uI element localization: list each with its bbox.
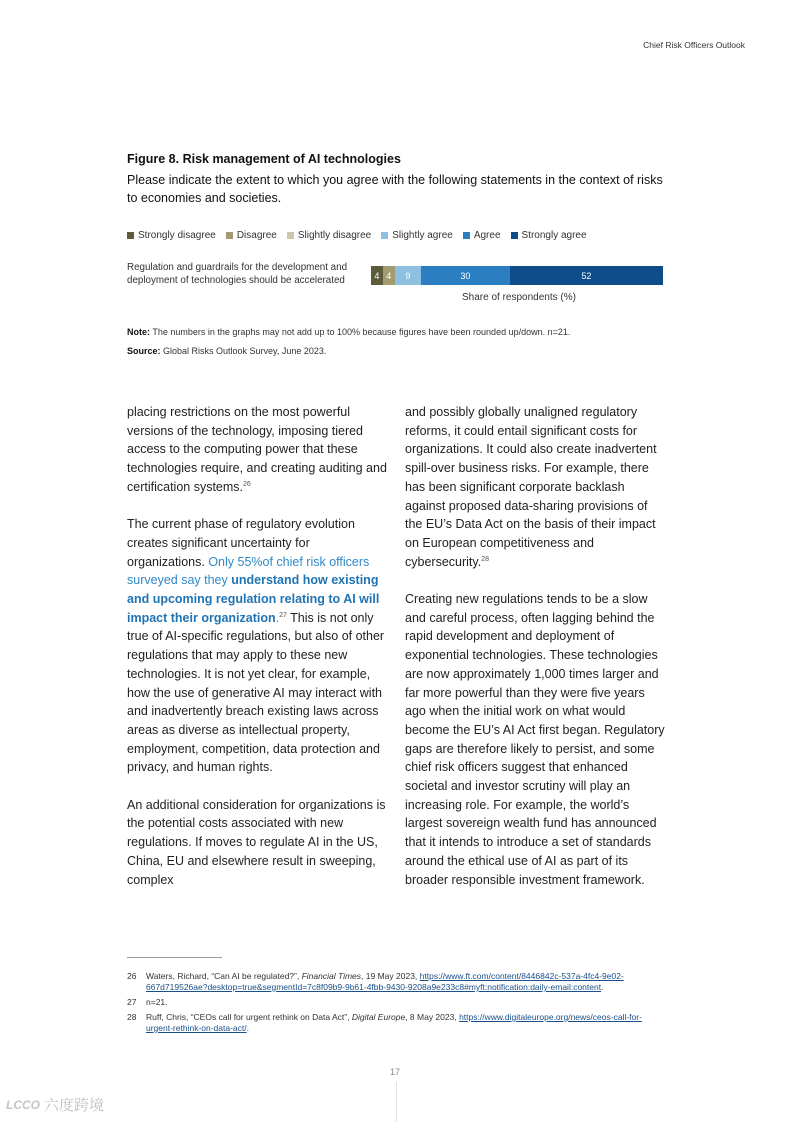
source-text: Global Risks Outlook Survey, June 2023. [160,346,327,356]
legend-item [463,230,501,241]
legend-item [127,230,216,241]
paragraph [127,515,389,777]
footnote-ref[interactable]: 27 [279,611,287,619]
paragraph: An additional consideration for organizations is the potential costs associated with new regulations. If moves to regulate AI in the US, China, EU and elsewhere result in sweeping, complex [127,797,386,887]
bar-data-label: 30 [460,270,471,281]
highlight-text: Only 55%of chief risk officers surveyed say they [127,554,370,588]
legend-label: Slightly agree [392,230,453,241]
legend-label: Disagree [236,230,277,241]
stacked-bar [371,266,666,285]
footnote-number: 28 [127,1012,137,1022]
legend-label: Agree [473,230,501,241]
figure-title: Figure 8. Risk management of AI technologies [127,152,401,166]
paragraph-text: and possibly globally unaligned regulatory reforms, it could entail significant costs for organizations. It could also create inadvertent spill-over business risks. For example, there has been significant corporate backlash against proposed data-sharing provisions of the EU’s Data Act on the basis of their impact on European competitiveness and cybersecurity. [405,405,657,569]
watermark [6,1094,104,1115]
legend-item [511,230,587,241]
legend-swatch [463,232,470,239]
source-label: Source: [127,346,161,356]
footnote-link[interactable]: https://www.digitaleurope.org/news/ceos-call-for-urgent-rethink-on-data-act/ [146,1012,642,1033]
legend-label: Strongly agree [521,230,587,241]
legend-label: Strongly disagree [138,230,216,241]
footnote-text: Ruff, Chris, “CEOs call for urgent rethink on Data Act”, Digital Europe, 8 May 2023, https://www.digitaleurope.org/news/ceos-call-for-urgent-rethink-on-data-act/. [146,1012,642,1033]
legend-label: Slightly disagree [297,230,372,241]
bar-data-label: 52 [581,270,592,281]
legend-swatch [381,232,388,239]
paragraph-text: placing restrictions on the most powerful versions of the technology, imposing tiered access to the computing power that these technologies require, and creating auditing and certification systems. [127,405,387,494]
footnote-26 [127,971,667,993]
paragraph-text: This is not only true of AI-specific regulations, but also of other regulations that may apply to these new technologies. It is not yet clear, for example, how the use of generative AI may interact with and inadvertently breach existing laws across areas as diverse as intellectual property, employment, competition, data protection and privacy, and human rights. [127,610,385,775]
chart-category-label: Regulation and guardrails for the development and deployment of technologies should be accelerated [127,262,348,286]
footnote-ref[interactable]: 28 [481,555,489,563]
footnote-divider [127,957,222,958]
footnote-28 [127,1012,667,1034]
figure-source [127,346,326,356]
note-label: Note: [127,327,150,337]
paragraph: Creating new regulations tends to be a slow and careful process, often lagging behind the rapid development and deployment of exponential technologies. These technologies are now approximately 1,000 times larger and far more powerful than they were five years ago when the initial work on what would become the EU’s AI Act first began. Regulatory gaps are therefore likely to persist, and some chief risk officers suggest that enhanced societal and investor scrutiny will play an increasing role. For example, the world’s largest sovereign wealth fund has announced that it intends to introduce a set of standards around the ethical use of AI as part of its broader responsible investment framework. [405,592,665,887]
legend-item [381,230,453,241]
figure-note [127,327,570,337]
footnote-number: 27 [127,997,137,1007]
bar-segment-strongly-disagree [371,266,383,285]
legend-item [287,230,371,241]
legend-item [226,230,277,241]
chart-legend [127,230,587,241]
bar-segment-slightly-agree [395,266,422,285]
page-number: 17 [390,1067,401,1077]
footnote-ref[interactable]: 26 [243,480,251,488]
body-column-right [405,403,667,908]
legend-swatch [287,232,294,239]
footnote-text: Waters, Richard, “Can AI be regulated?”, Financial Times, 19 May 2023, https://www.ft.com/content/8446842c-537a-4fc4-9e02-667d719526ae?desktop=true&segmentId=7c8f09b9-9b61-4fbb-9430-9208a9e233c8#myft:notification:daily-email:content. [146,971,624,992]
highlight-bold-text: understand how existing and upcoming regulation relating to AI will impact their organization [127,573,380,625]
paragraph-text: The current phase of regulatory evolution creates significant uncertainty for organizations. [127,517,355,569]
legend-swatch [127,232,134,239]
body-column-left [127,403,389,908]
footnote-number: 26 [127,971,137,981]
paragraph [405,403,667,571]
x-axis-label: Share of respondents (%) [462,292,576,303]
center-guide-line [396,1082,397,1122]
footnote-link[interactable]: https://www.ft.com/content/8446842c-537a-4fc4-9e02-667d719526ae?desktop=true&segmentId=7c8f09b9-9b61-4fbb-9430-9208a9e233c8#myft:notification:daily-email:content [146,971,624,992]
highlight-period: . [275,610,280,625]
footnote-27 [127,997,667,1008]
note-text: The numbers in the graphs may not add up to 100% because figures have been rounded up/down. n=21. [150,327,571,337]
watermark-logo: LCCO [6,1097,40,1112]
bar-segment-disagree [383,266,395,285]
bar-segment-agree [421,266,510,285]
bar-data-label: 4 [374,270,380,281]
figure-subtitle: Please indicate the extent to which you agree with the following statements in the context of risks to economies and societies. [127,173,663,205]
watermark-text: 六度跨境 [44,1097,105,1114]
legend-swatch [511,232,518,239]
bar-segment-strongly-agree [510,266,663,285]
bar-data-label: 9 [405,270,411,281]
running-header: Chief Risk Officers Outlook [643,40,745,50]
paragraph [127,403,389,497]
footnote-text: n=21. [146,997,168,1007]
legend-swatch [226,232,233,239]
bar-data-label: 4 [386,270,392,281]
